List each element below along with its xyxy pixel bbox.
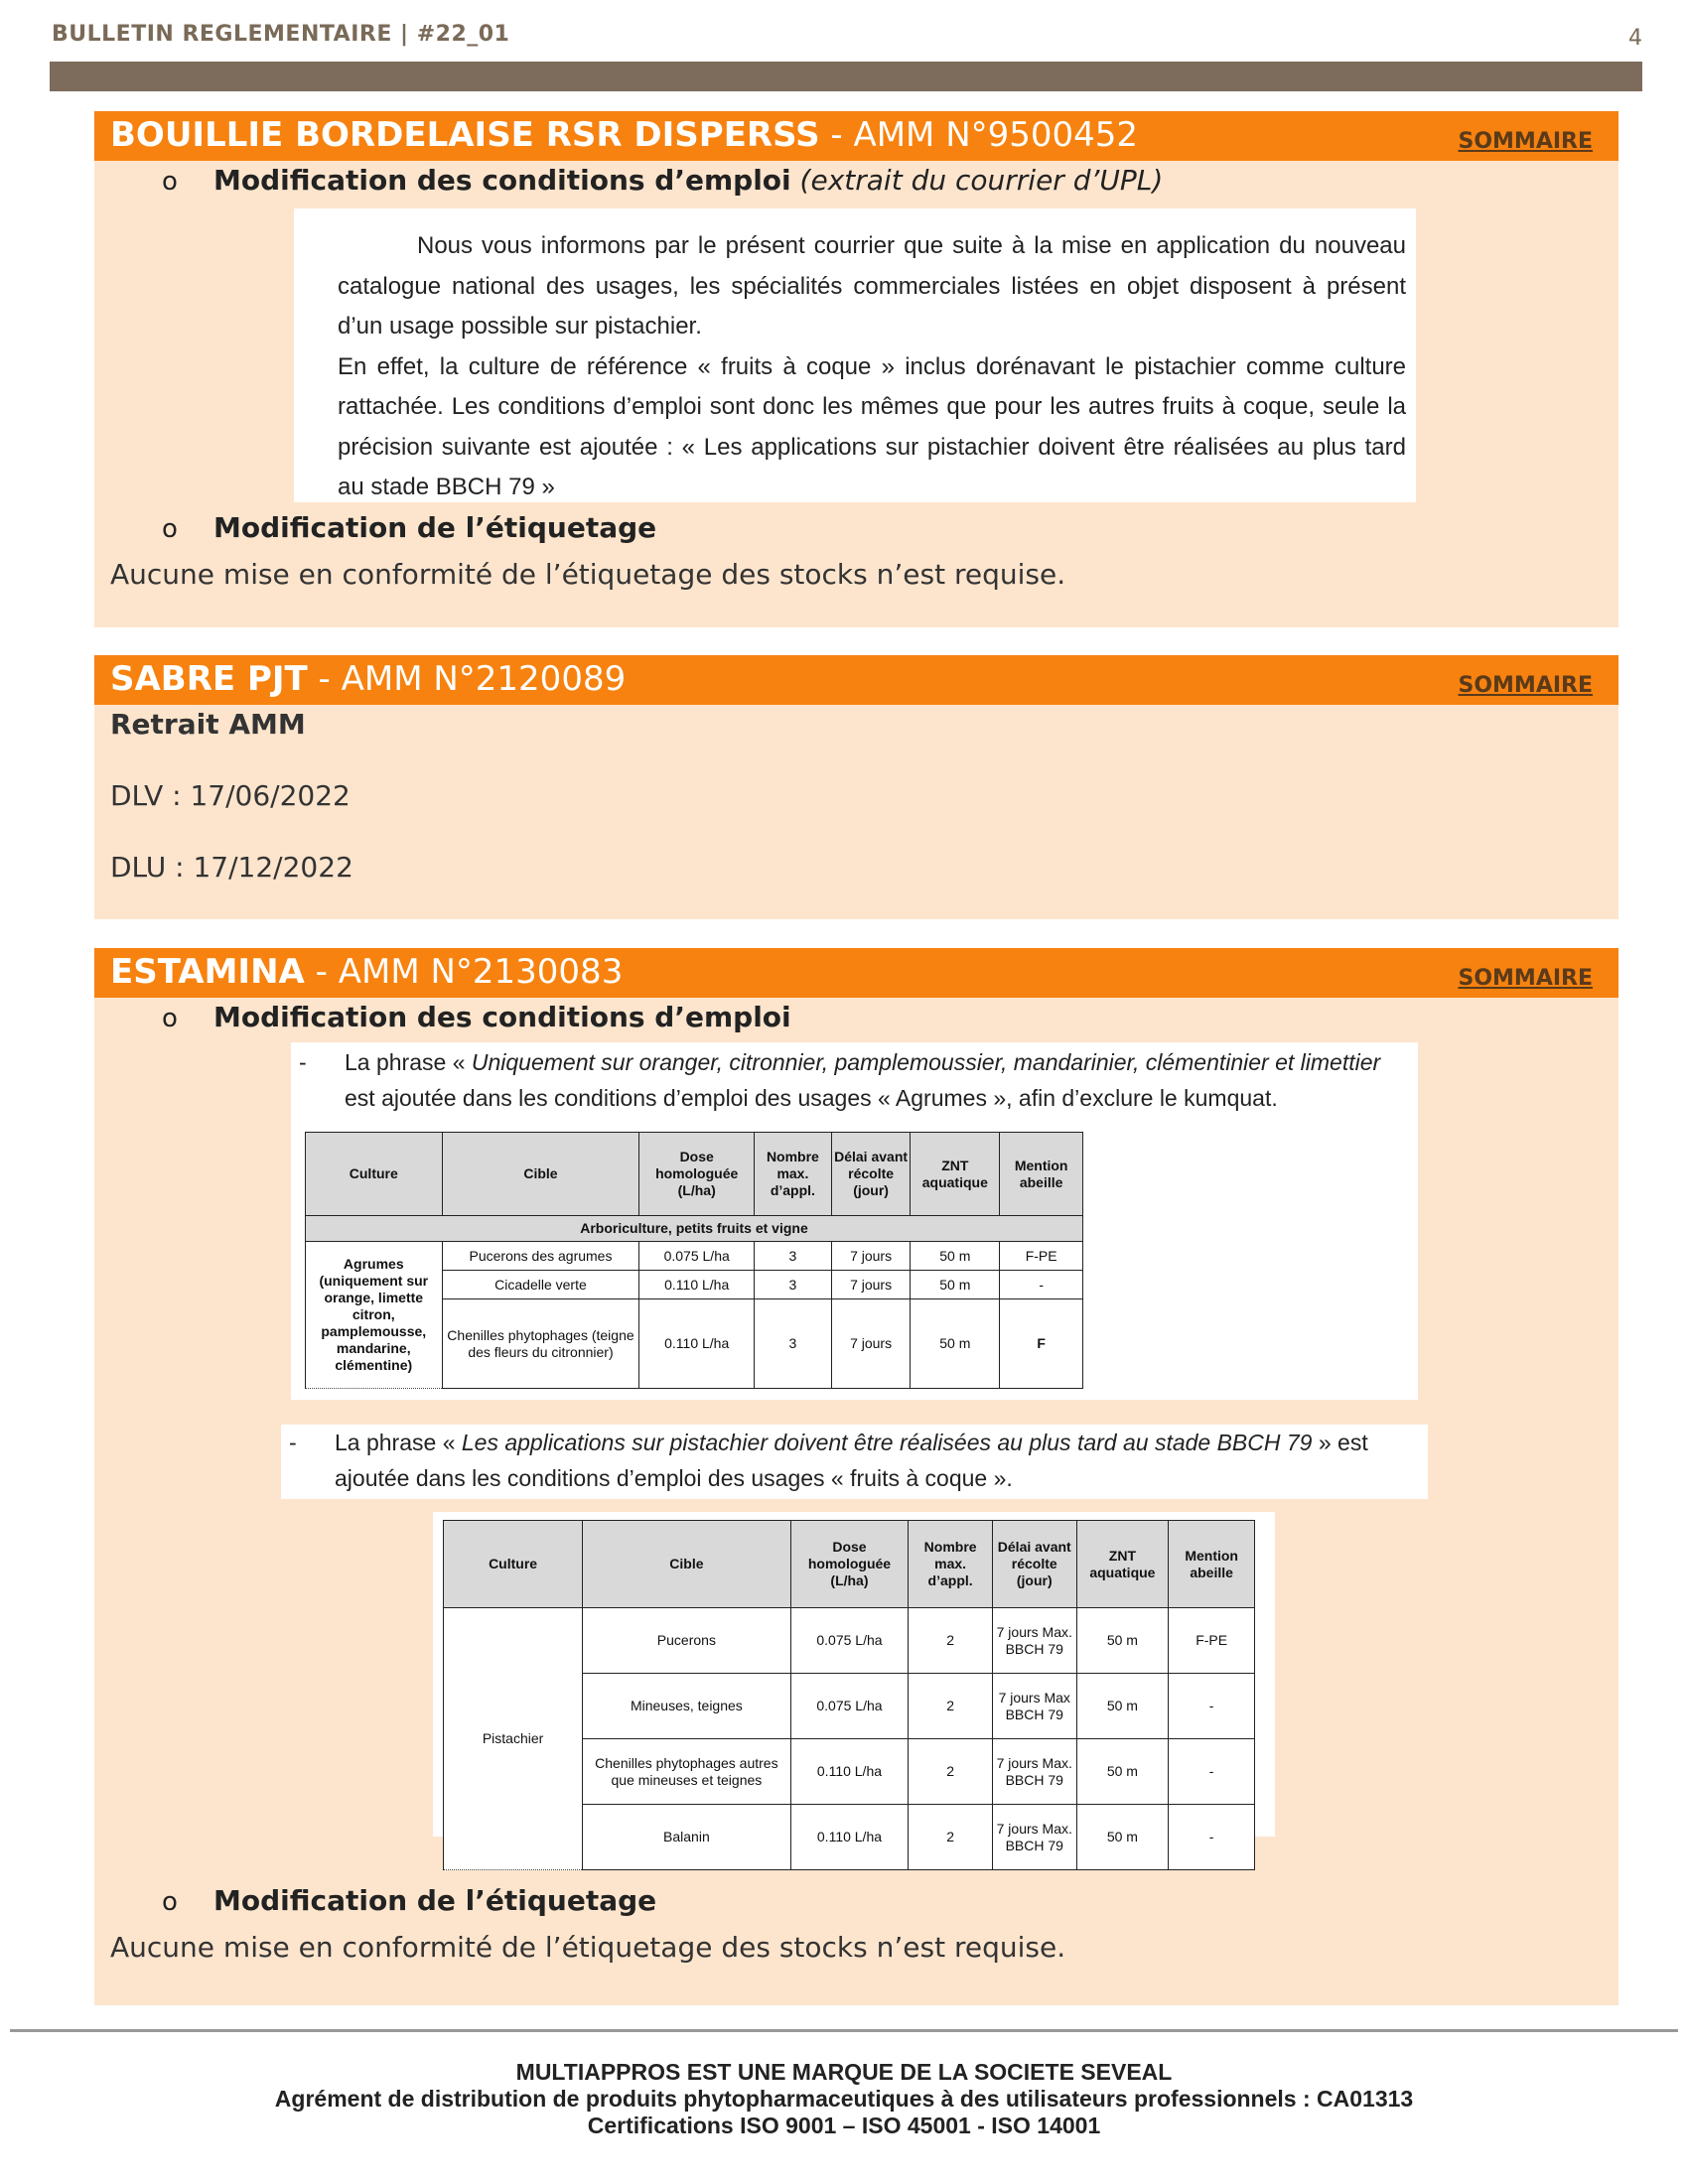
upl-letter-extract: Nous vous informons par le présent courrier que suite à la mise en application du nouveau catalogue national des usages, les spécialités commerciales listées en objet disposent à présent d’un usage possible sur pistachier. En effet, la culture de référence « fruits à coque » inclus dorénavant le pistachier comme culture rattachée. Les conditions d’emploi sont donc les mêmes que pour les autres fruits à coque, seule la précision suivante est ajoutée : « Les applications sur pistachier doivent être réalisées au plus tard au stade BBCH 79 » xyxy=(294,208,1416,502)
dlv-date: DLV : 17/06/2022 xyxy=(110,779,351,812)
sommaire-link[interactable]: SOMMAIRE xyxy=(1458,673,1593,698)
amm-number: - AMM N°9500452 xyxy=(819,115,1139,155)
col-header: Mention abeille xyxy=(1169,1521,1255,1608)
bullet-conditions-emploi: o Modification des conditions d’emploi xyxy=(162,1001,791,1033)
section-sabre-pjt xyxy=(94,655,1618,919)
table-row: Chenilles phytophages (teigne des fleurs du citronnier) 0.110 L/ha 3 7 jours 50 m F xyxy=(306,1299,1083,1389)
section-bouillie-bordelaise xyxy=(94,111,1618,627)
page-number: 4 xyxy=(1628,26,1642,51)
etiquetage-text: Aucune mise en conformité de l’étiquetage des stocks n’est requise. xyxy=(110,1931,1066,1964)
sommaire-link[interactable]: SOMMAIRE xyxy=(1458,966,1593,991)
col-header: ZNT aquatique xyxy=(911,1133,1000,1216)
footer-brand: MULTIAPPROS EST UNE MARQUE DE LA SOCIETE SEVEAL xyxy=(515,2059,1173,2085)
col-header: Cible xyxy=(583,1521,791,1608)
col-header: Dose homologuée (L/ha) xyxy=(790,1521,909,1608)
retrait-amm: Retrait AMM xyxy=(110,708,306,741)
table-row: Balanin 0.110 L/ha 2 7 jours Max. BBCH 79 50 m - xyxy=(444,1805,1255,1870)
usage-table-agrumes xyxy=(305,1132,1083,1389)
amm-number: - AMM N°2120089 xyxy=(307,659,627,699)
sommaire-link[interactable]: SOMMAIRE xyxy=(1458,129,1593,154)
footer-divider xyxy=(10,2029,1678,2032)
culture-cell: Pistachier xyxy=(444,1608,583,1870)
product-name: SABRE PJT xyxy=(110,659,308,699)
fruits-coque-extract: - La phrase « Les applications sur pistachier doivent être réalisées au plus tard au stade BBCH 79 » est ajoutée dans les conditions d’emploi des usages « fruits à coque ». xyxy=(281,1425,1428,1499)
header-bar xyxy=(50,62,1642,91)
table-row: Agrumes (uniquement sur orange, limette citron, pamplemousse, mandarine, clémentine) Pucerons des agrumes 0.075 L/ha 3 7 jours 50 m F-PE xyxy=(306,1242,1083,1271)
bullet-marker: o xyxy=(162,514,178,544)
footer-agrement: Agrément de distribution de produits phytopharmaceutiques à des utilisateurs professionnels : CA01313 xyxy=(274,2086,1414,2112)
pistachier-table-image xyxy=(433,1512,1275,1853)
col-header: Culture xyxy=(306,1133,443,1216)
bullet-marker: o xyxy=(162,1004,178,1033)
col-header: Cible xyxy=(442,1133,639,1216)
dlu-date: DLU : 17/12/2022 xyxy=(110,851,353,884)
bullet-marker: o xyxy=(162,167,178,197)
col-header: Délai avant récolte (jour) xyxy=(831,1133,910,1216)
note-phrase: Uniquement sur oranger, citronnier, pamplemoussier, mandarinier, clémentinier et limettier xyxy=(471,1049,1381,1075)
section-estamina xyxy=(94,948,1618,2005)
col-header: Culture xyxy=(444,1521,583,1608)
usage-table-pistachier xyxy=(443,1520,1255,1870)
section-header xyxy=(94,948,1618,998)
culture-cell: Agrumes (uniquement sur orange, limette citron, pamplemousse, mandarine, clémentine) xyxy=(306,1242,443,1389)
section-header xyxy=(94,111,1618,161)
etiquetage-text: Aucune mise en conformité de l’étiquetage des stocks n’est requise. xyxy=(110,558,1066,591)
section-header xyxy=(94,655,1618,705)
agrumes-extract: - La phrase « Uniquement sur oranger, citronnier, pamplemoussier, mandarinier, clémentinier et limettier est ajoutée dans les conditions d’emploi des usages « Agrumes », afin d’exclure le kumquat. Culture Cible Dose homologuée (L/ha) Nombre max. d’appl. Délai avant récolte (jour) ZNT aquatique Mention abeille Arboriculture, petits fruits et vigne Agrumes (uniquement sur orange, limette citron, pamplemousse, mandarine, clémentine) Pucerons des agrumes 0.075 L/ha 3 7 jours 50 m F-PE Cicadelle verte 0.110 L/ha 3 7 jours 50 m - Chenilles phytophages (teigne des fleurs du citronnier) 0.110 L/ha 3 7 jours 50 m F xyxy=(291,1042,1418,1400)
product-name: ESTAMINA xyxy=(110,952,305,992)
col-header: Nombre max. d’appl. xyxy=(754,1133,831,1216)
table-row: Chenilles phytophages autres que mineuses et teignes 0.110 L/ha 2 7 jours Max. BBCH 79 50 m - xyxy=(444,1739,1255,1805)
col-header: Nombre max. d’appl. xyxy=(909,1521,993,1608)
col-header: Délai avant récolte (jour) xyxy=(992,1521,1076,1608)
col-header: Dose homologuée (L/ha) xyxy=(639,1133,755,1216)
note-phrase: Les applications sur pistachier doivent être réalisées au plus tard au stade BBCH 79 xyxy=(461,1430,1313,1455)
product-name: BOUILLIE BORDELAISE RSR DISPERSS xyxy=(110,115,820,155)
bullet-marker: o xyxy=(162,1887,178,1917)
col-header: Mention abeille xyxy=(1000,1133,1083,1216)
table-row: Pistachier Pucerons 0.075 L/ha 2 7 jours Max. BBCH 79 50 m F-PE xyxy=(444,1608,1255,1674)
table-row: Cicadelle verte 0.110 L/ha 3 7 jours 50 m - xyxy=(306,1271,1083,1299)
table-row: Mineuses, teignes 0.075 L/ha 2 7 jours Max BBCH 79 50 m - xyxy=(444,1674,1255,1739)
bulletin-title: BULLETIN REGLEMENTAIRE | #22_01 xyxy=(52,22,510,47)
bullet-etiquetage: o Modification de l’étiquetage xyxy=(162,1884,657,1917)
footer-certifications: Certifications ISO 9001 – ISO 45001 - ISO 14001 xyxy=(587,2113,1101,2138)
group-row: Arboriculture, petits fruits et vigne xyxy=(306,1216,1083,1242)
bullet-etiquetage: o Modification de l’étiquetage xyxy=(162,511,657,544)
col-header: ZNT aquatique xyxy=(1076,1521,1169,1608)
bullet-conditions-emploi: o Modification des conditions d’emploi (extrait du courrier d’UPL) xyxy=(162,164,1164,197)
amm-number: - AMM N°2130083 xyxy=(304,952,624,992)
